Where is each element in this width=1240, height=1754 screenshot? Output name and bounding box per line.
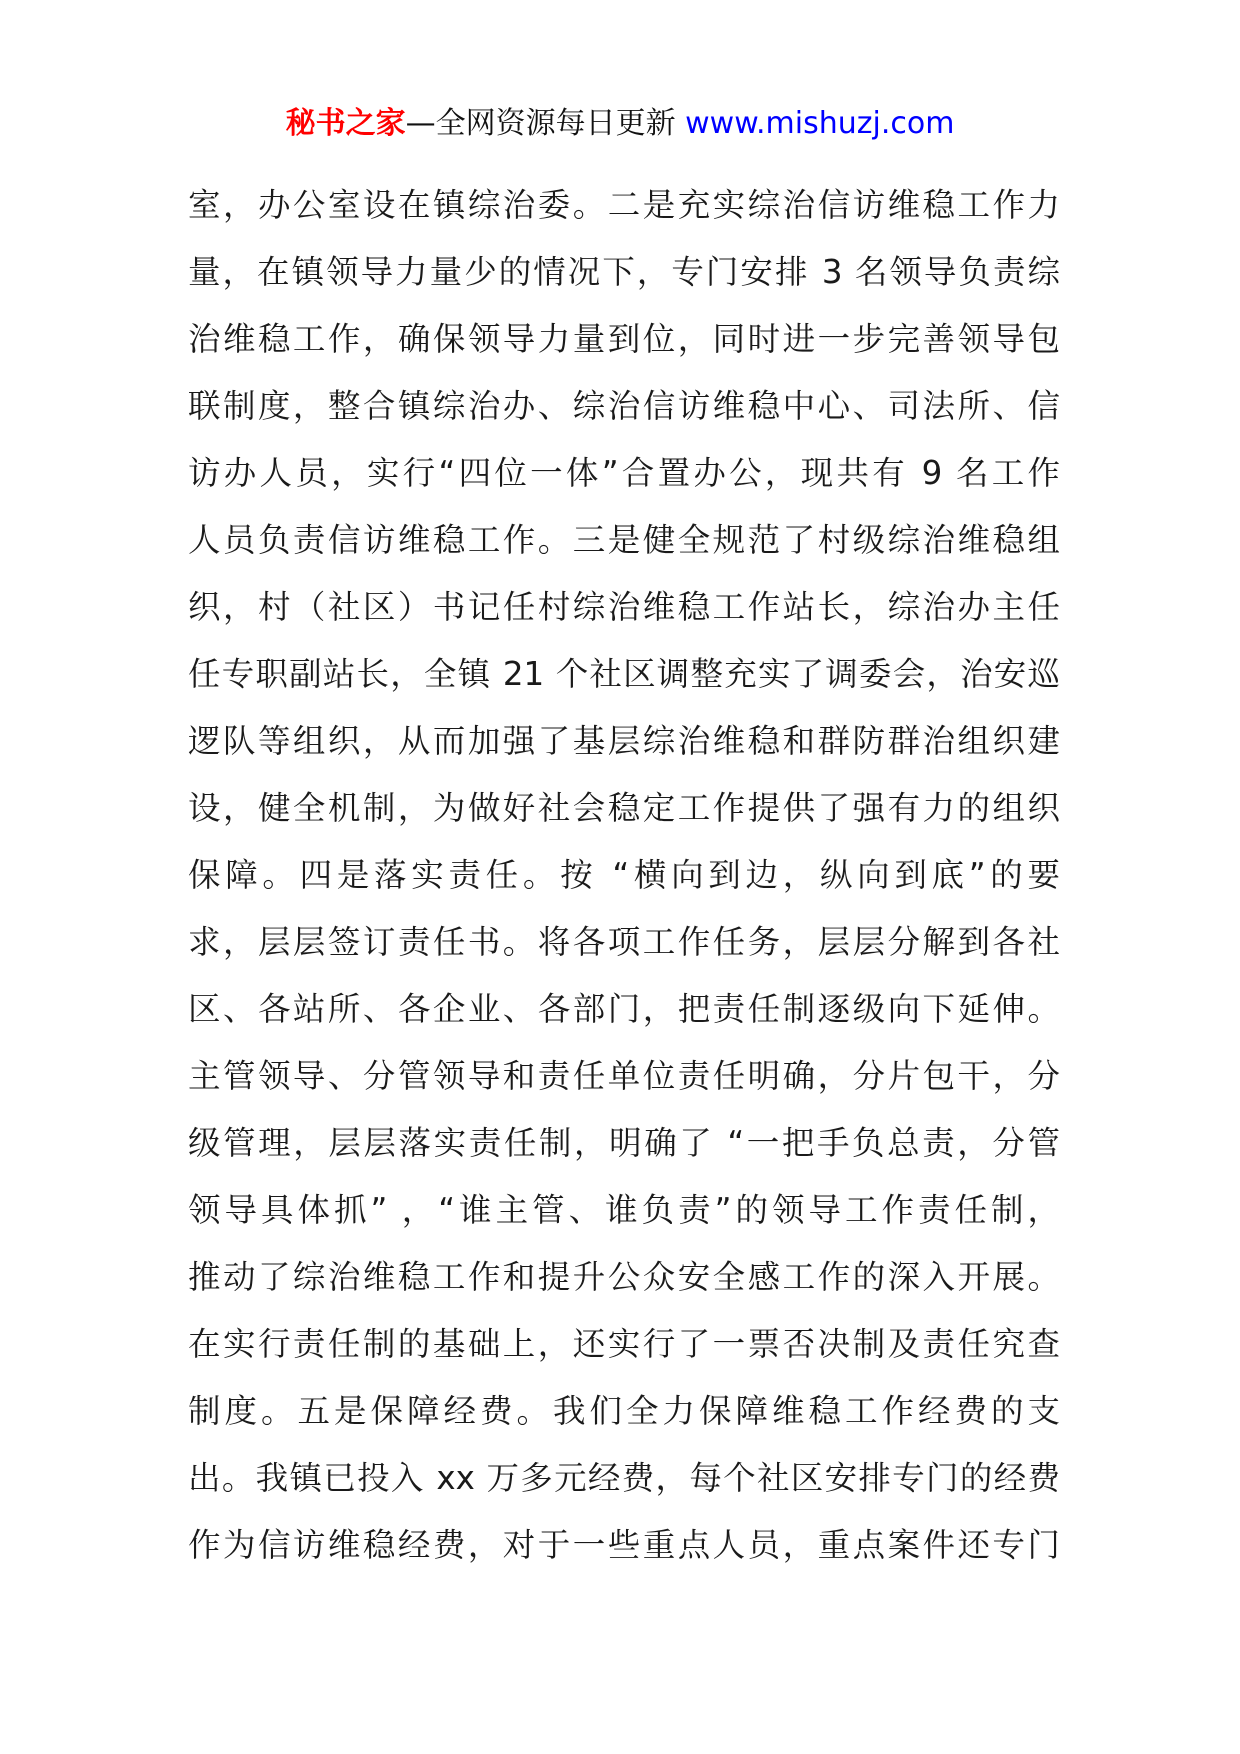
text-line: 人员负责信访维稳工作。三是健全规范了村级综治维稳组 [188, 521, 1060, 559]
text-line: 领导具体抓” ，“谁主管、谁负责”的领导工作责任制， [188, 1191, 1060, 1229]
text-line: 织，村（社区）书记任村综治维稳工作站长，综治办主任 [188, 588, 1060, 626]
text-line: 级管理，层层落实责任制，明确了 “一把手负总责，分管 [188, 1124, 1060, 1162]
text-line: 逻队等组织，从而加强了基层综治维稳和群防群治组织建 [188, 722, 1060, 760]
text-line: 主管领导、分管领导和责任单位责任明确，分片包干，分 [188, 1057, 1060, 1095]
header-tagline: —全网资源每日更新 [405, 106, 676, 141]
text-line: 制度。五是保障经费。我们全力保障维稳工作经费的支 [188, 1392, 1060, 1430]
text-line: 任专职副站长，全镇 21 个社区调整充实了调委会，治安巡 [188, 655, 1060, 693]
text-line: 访办人员，实行“四位一体”合置办公，现共有 9 名工作 [188, 454, 1060, 492]
text-line: 推动了综治维稳工作和提升公众安全感工作的深入开展。 [188, 1258, 1060, 1296]
text-line: 室，办公室设在镇综治委。二是充实综治信访维稳工作力 [188, 186, 1060, 224]
brand-name: 秘书之家 [285, 106, 406, 141]
text-line: 治维稳工作，确保领导力量到位，同时进一步完善领导包 [188, 320, 1060, 358]
text-line: 设，健全机制，为做好社会稳定工作提供了强有力的组织 [188, 789, 1060, 827]
page-header [0, 102, 1240, 146]
text-line: 出。我镇已投入 xx 万多元经费，每个社区安排专门的经费 [188, 1459, 1060, 1497]
website-link[interactable]: www.mishuzj.com [685, 106, 955, 141]
text-line: 量，在镇领导力量少的情况下，专门安排 3 名领导负责综 [188, 253, 1060, 291]
text-line: 联制度，整合镇综治办、综治信访维稳中心、司法所、信 [188, 387, 1060, 425]
text-line: 作为信访维稳经费，对于一些重点人员，重点案件还专门 [188, 1526, 1060, 1564]
text-line: 区、各站所、各企业、各部门，把责任制逐级向下延伸。 [188, 990, 1060, 1028]
text-line: 在实行责任制的基础上，还实行了一票否决制及责任究查 [188, 1325, 1060, 1363]
body-text [188, 172, 1060, 1579]
text-line: 保障。四是落实责任。按 “横向到边，纵向到底”的要 [188, 856, 1060, 894]
text-line: 求，层层签订责任书。将各项工作任务，层层分解到各社 [188, 923, 1060, 961]
